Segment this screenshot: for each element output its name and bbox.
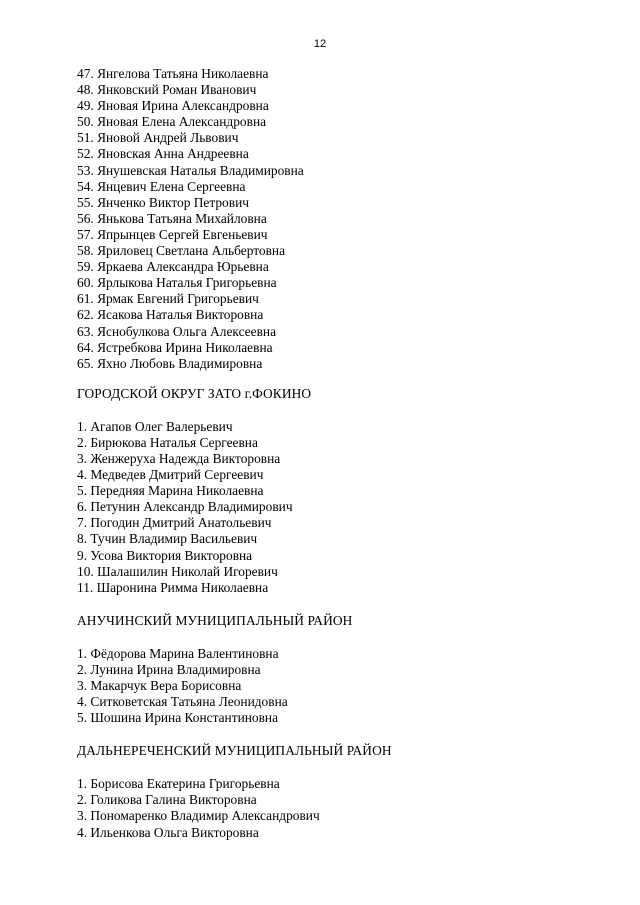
list-item: 48. Янковский Роман Иванович: [77, 82, 257, 98]
list-item: 61. Ярмак Евгений Григорьевич: [77, 291, 259, 307]
list-item: 60. Ярлыкова Наталья Григорьевна: [77, 275, 277, 291]
list-item: 59. Яркаева Александра Юрьевна: [77, 259, 269, 275]
list-item: 4. Ситковетская Татьяна Леонидовна: [77, 694, 288, 710]
list-item: 4. Медведев Дмитрий Сергеевич: [77, 467, 264, 483]
list-item: 1. Агапов Олег Валерьевич: [77, 418, 233, 434]
section-heading-fokino: ГОРОДСКОЙ ОКРУГ ЗАТО г.ФОКИНО: [77, 385, 312, 401]
list-item: 5. Передняя Марина Николаевна: [77, 483, 264, 499]
list-item: 2. Голикова Галина Викторовна: [77, 792, 257, 808]
name-list-fokino: [77, 419, 597, 596]
list-item: 6. Петунин Александр Владимирович: [77, 499, 293, 515]
list-item: 56. Янькова Татьяна Михайловна: [77, 210, 267, 226]
list-item: 1. Фёдорова Марина Валентиновна: [77, 645, 279, 661]
list-item: 53. Янушевская Наталья Владимировна: [77, 162, 304, 178]
list-item: 52. Яновская Анна Андреевна: [77, 146, 249, 162]
list-item: 11. Шаронина Римма Николаевна: [77, 579, 269, 595]
list-item: 5. Шошина Ирина Константиновна: [77, 710, 279, 726]
list-item: 10. Шалашилин Николай Игоревич: [77, 563, 278, 579]
list-item: 3. Макарчук Вера Борисовна: [77, 678, 242, 693]
section-heading-dalnerechensky: ДАЛЬНЕРЕЧЕНСКИЙ МУНИЦИПАЛЬНЫЙ РАЙОН: [77, 743, 392, 759]
list-item: 3. Женжеруха Надежда Викторовна: [77, 450, 281, 466]
page-number: 12: [313, 38, 327, 50]
name-list-continued: [77, 66, 597, 372]
section-heading-anuchinsky: АНУЧИНСКИЙ МУНИЦИПАЛЬНЫЙ РАЙОН: [77, 612, 353, 628]
list-item: 64. Ястребкова Ирина Николаевна: [77, 339, 273, 355]
list-item: 65. Яхно Любовь Владимировна: [77, 355, 263, 371]
list-item: 63. Яснобулкова Ольга Алексеевна: [77, 323, 277, 339]
list-item: 54. Янцевич Елена Сергеевна: [77, 178, 246, 194]
list-item: 58. Яриловец Светлана Альбертовна: [77, 243, 286, 259]
list-item: 4. Ильенкова Ольга Викторовна: [77, 824, 259, 840]
list-item: 47. Янгелова Татьяна Николаевна: [77, 66, 269, 81]
list-item: 9. Усова Виктория Викторовна: [77, 547, 253, 563]
name-list-dalnerechensky: [77, 776, 597, 840]
document-body: [77, 66, 597, 841]
list-item: 51. Яновой Андрей Львович: [77, 130, 239, 146]
list-item: 2. Бирюкова Наталья Сергеевна: [77, 434, 258, 450]
list-item: 3. Пономаренко Владимир Александрович: [77, 808, 320, 824]
list-item: 49. Яновая Ирина Александровна: [77, 98, 269, 114]
list-item: 1. Борисова Екатерина Григорьевна: [77, 776, 280, 792]
list-item: 2. Лунина Ирина Владимировна: [77, 661, 261, 677]
list-item: 8. Тучин Владимир Васильевич: [77, 531, 258, 547]
list-item: 50. Яновая Елена Александровна: [77, 114, 267, 130]
list-item: 62. Ясакова Наталья Викторовна: [77, 307, 264, 323]
list-item: 7. Погодин Дмитрий Анатольевич: [77, 515, 272, 531]
name-list-anuchinsky: [77, 646, 597, 726]
list-item: 57. Япрынцев Сергей Евгеньевич: [77, 226, 268, 242]
list-item: 55. Янченко Виктор Петрович: [77, 194, 249, 210]
